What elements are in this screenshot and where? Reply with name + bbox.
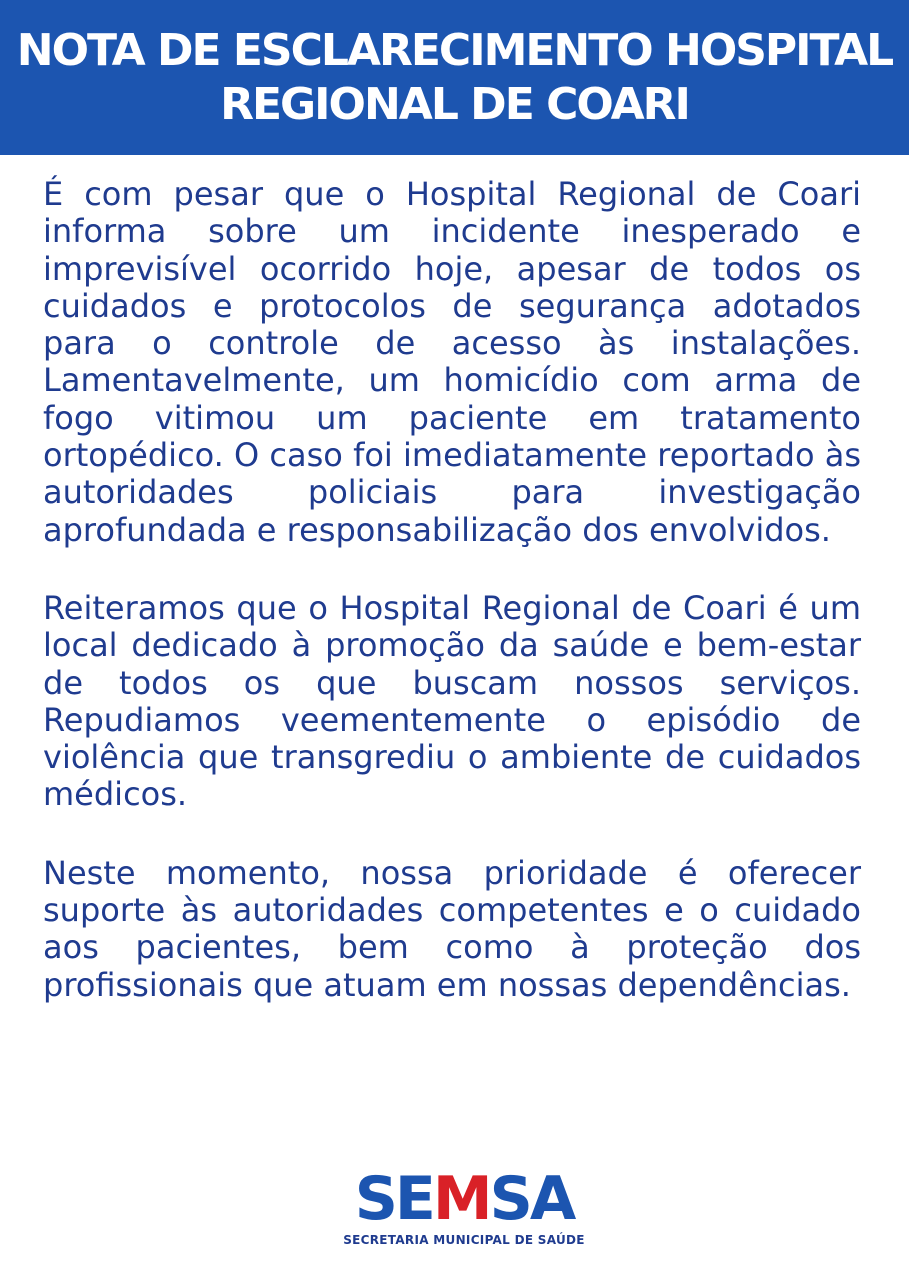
- semsa-logo-wordmark: [354, 1164, 574, 1234]
- statement-paragraph-1: É com pesar que o Hospital Regional de Coari informa sobre um incidente inesperado e imprevisível ocorrido hoje, apesar de todos os cuidados e protocolos de segurança adotados para o controle de acesso às instalações. Lamentavelmente, um homicídio com arma de fogo vitimou um paciente em tratamento ortopédico. O caso foi imediatamente reportado às autoridades policiais para investigação aprofundada e responsabilização dos envolvidos.: [43, 175, 861, 549]
- statement-paragraph-3: Neste momento, nossa prioridade é oferecer suporte às autoridades competentes e o cuidado aos pacientes, bem como à proteção dos profissionais que atuam em nossas dependências.: [43, 853, 861, 1004]
- logo-letter-m: M: [432, 1164, 490, 1234]
- logo-subtitle: SECRETARIA MUNICIPAL DE SAÚDE: [343, 1233, 585, 1247]
- page-title-line-1: NOTA DE ESCLARECIMENTO HOSPITAL: [16, 24, 893, 76]
- statement-body: [43, 176, 861, 1045]
- semsa-logo: [334, 1164, 594, 1250]
- page-title-line-2: REGIONAL DE COARI: [220, 78, 689, 130]
- logo-letters-sa: SA: [489, 1164, 574, 1234]
- logo-letters-se: SE: [354, 1164, 433, 1234]
- header-banner: [0, 0, 909, 155]
- statement-paragraph-2: Reiteramos que o Hospital Regional de Coari é um local dedicado à promoção da saúde e bem-estar de todos os que buscam nossos serviços. Repudiamos veementemente o episódio de violência que transgrediu o ambiente de cuidados médicos.: [43, 588, 861, 814]
